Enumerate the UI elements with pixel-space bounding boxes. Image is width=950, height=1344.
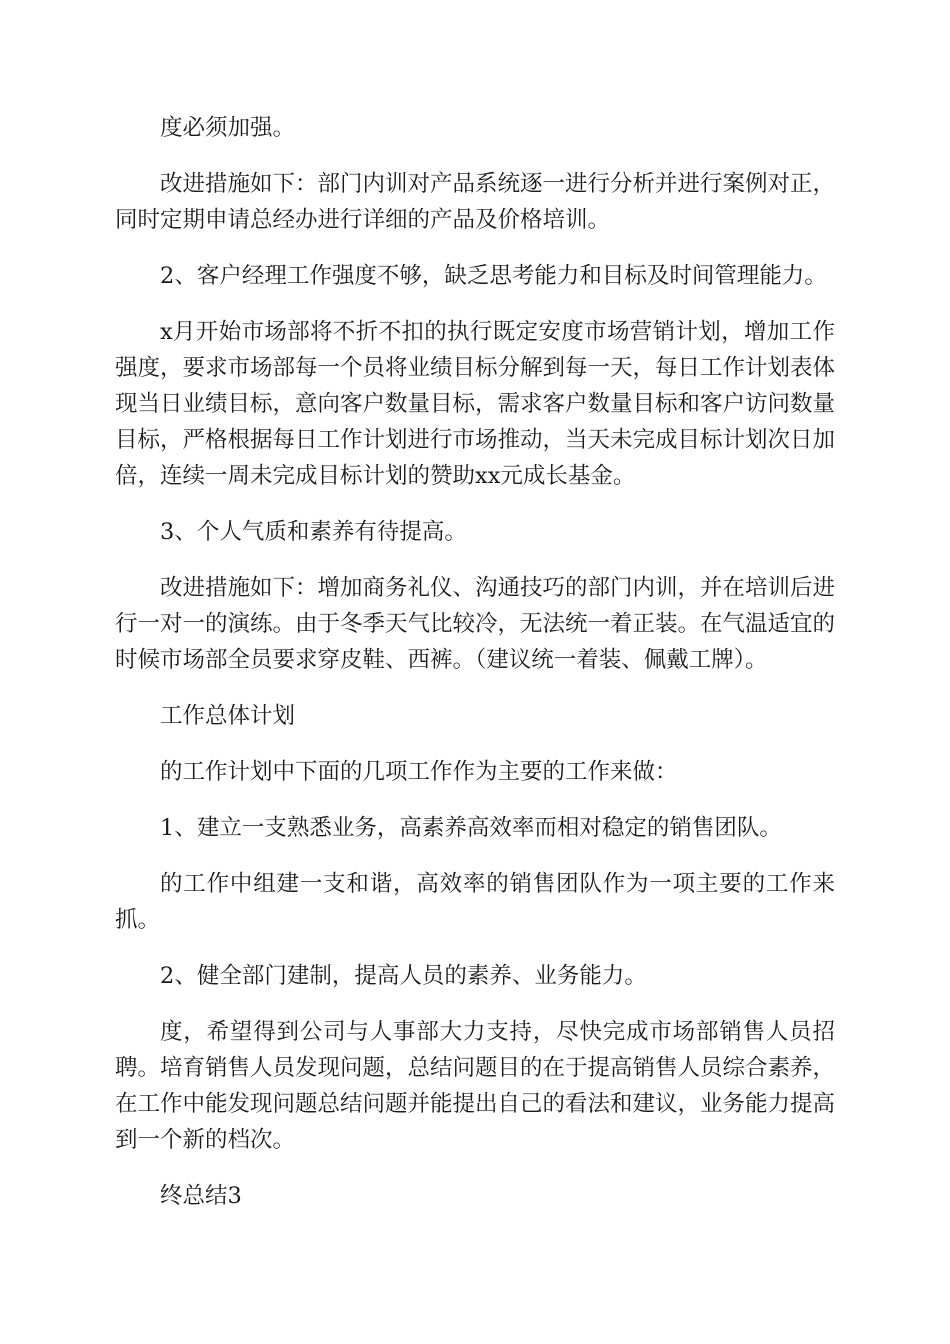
paragraph: 改进措施如下：部门内训对产品系统逐一进行分析并进行案例对正，同时定期申请总经办进行详细的产品及价格培训。 (115, 171, 836, 233)
paragraph: 的工作计划中下面的几项工作作为主要的工作来做： (160, 759, 678, 785)
document-body (115, 110, 835, 1234)
paragraph: 2、健全部门建制，提高人员的素养、业务能力。 (160, 963, 647, 989)
paragraph: 3、个人气质和素养有待提高。 (160, 519, 467, 545)
paragraph: 度，希望得到公司与人事部大力支持，尽快完成市场部销售人员招聘。培育销售人员发现问题，总结问题目的在于提高销售人员综合素养，在工作中能发现问题总结问题并能提出自己的看法和建议，业务能力提高到一个新的档次。 (115, 1019, 836, 1153)
paragraph: 改进措施如下：增加商务礼仪、沟通技巧的部门内训，并在培训后进行一对一的演练。由于冬季天气比较冷，无法统一着正装。在气温适宜的时候市场部全员要求穿皮鞋、西裤。（建议统一着装、佩戴工牌）。 (115, 575, 836, 673)
paragraph: 1、建立一支熟悉业务，高素养高效率而相对稳定的销售团队。 (160, 815, 782, 841)
paragraph: 的工作中组建一支和谐，高效率的销售团队作为一项主要的工作来抓。 (115, 871, 835, 933)
section-heading: 工作总体计划 (160, 703, 296, 729)
paragraph: x月开始市场部将不折不扣的执行既定安度市场营销计划，增加工作强度，要求市场部每一个员将业绩目标分解到每一天，每日工作计划表体现当日业绩目标，意向客户数量目标，需求客户数量目标和客户访问数量目标，严格根据每日工作计划进行市场推动，当天未完成目标计划次日加倍，连续一周未完成目标计划的赞助xx元成长基金。 (115, 319, 836, 489)
paragraph: 度必须加强。 (160, 115, 296, 141)
paragraph: 2、客户经理工作强度不够，缺乏思考能力和目标及时间管理能力。 (160, 263, 827, 289)
section-heading: 终总结3 (160, 1183, 242, 1209)
